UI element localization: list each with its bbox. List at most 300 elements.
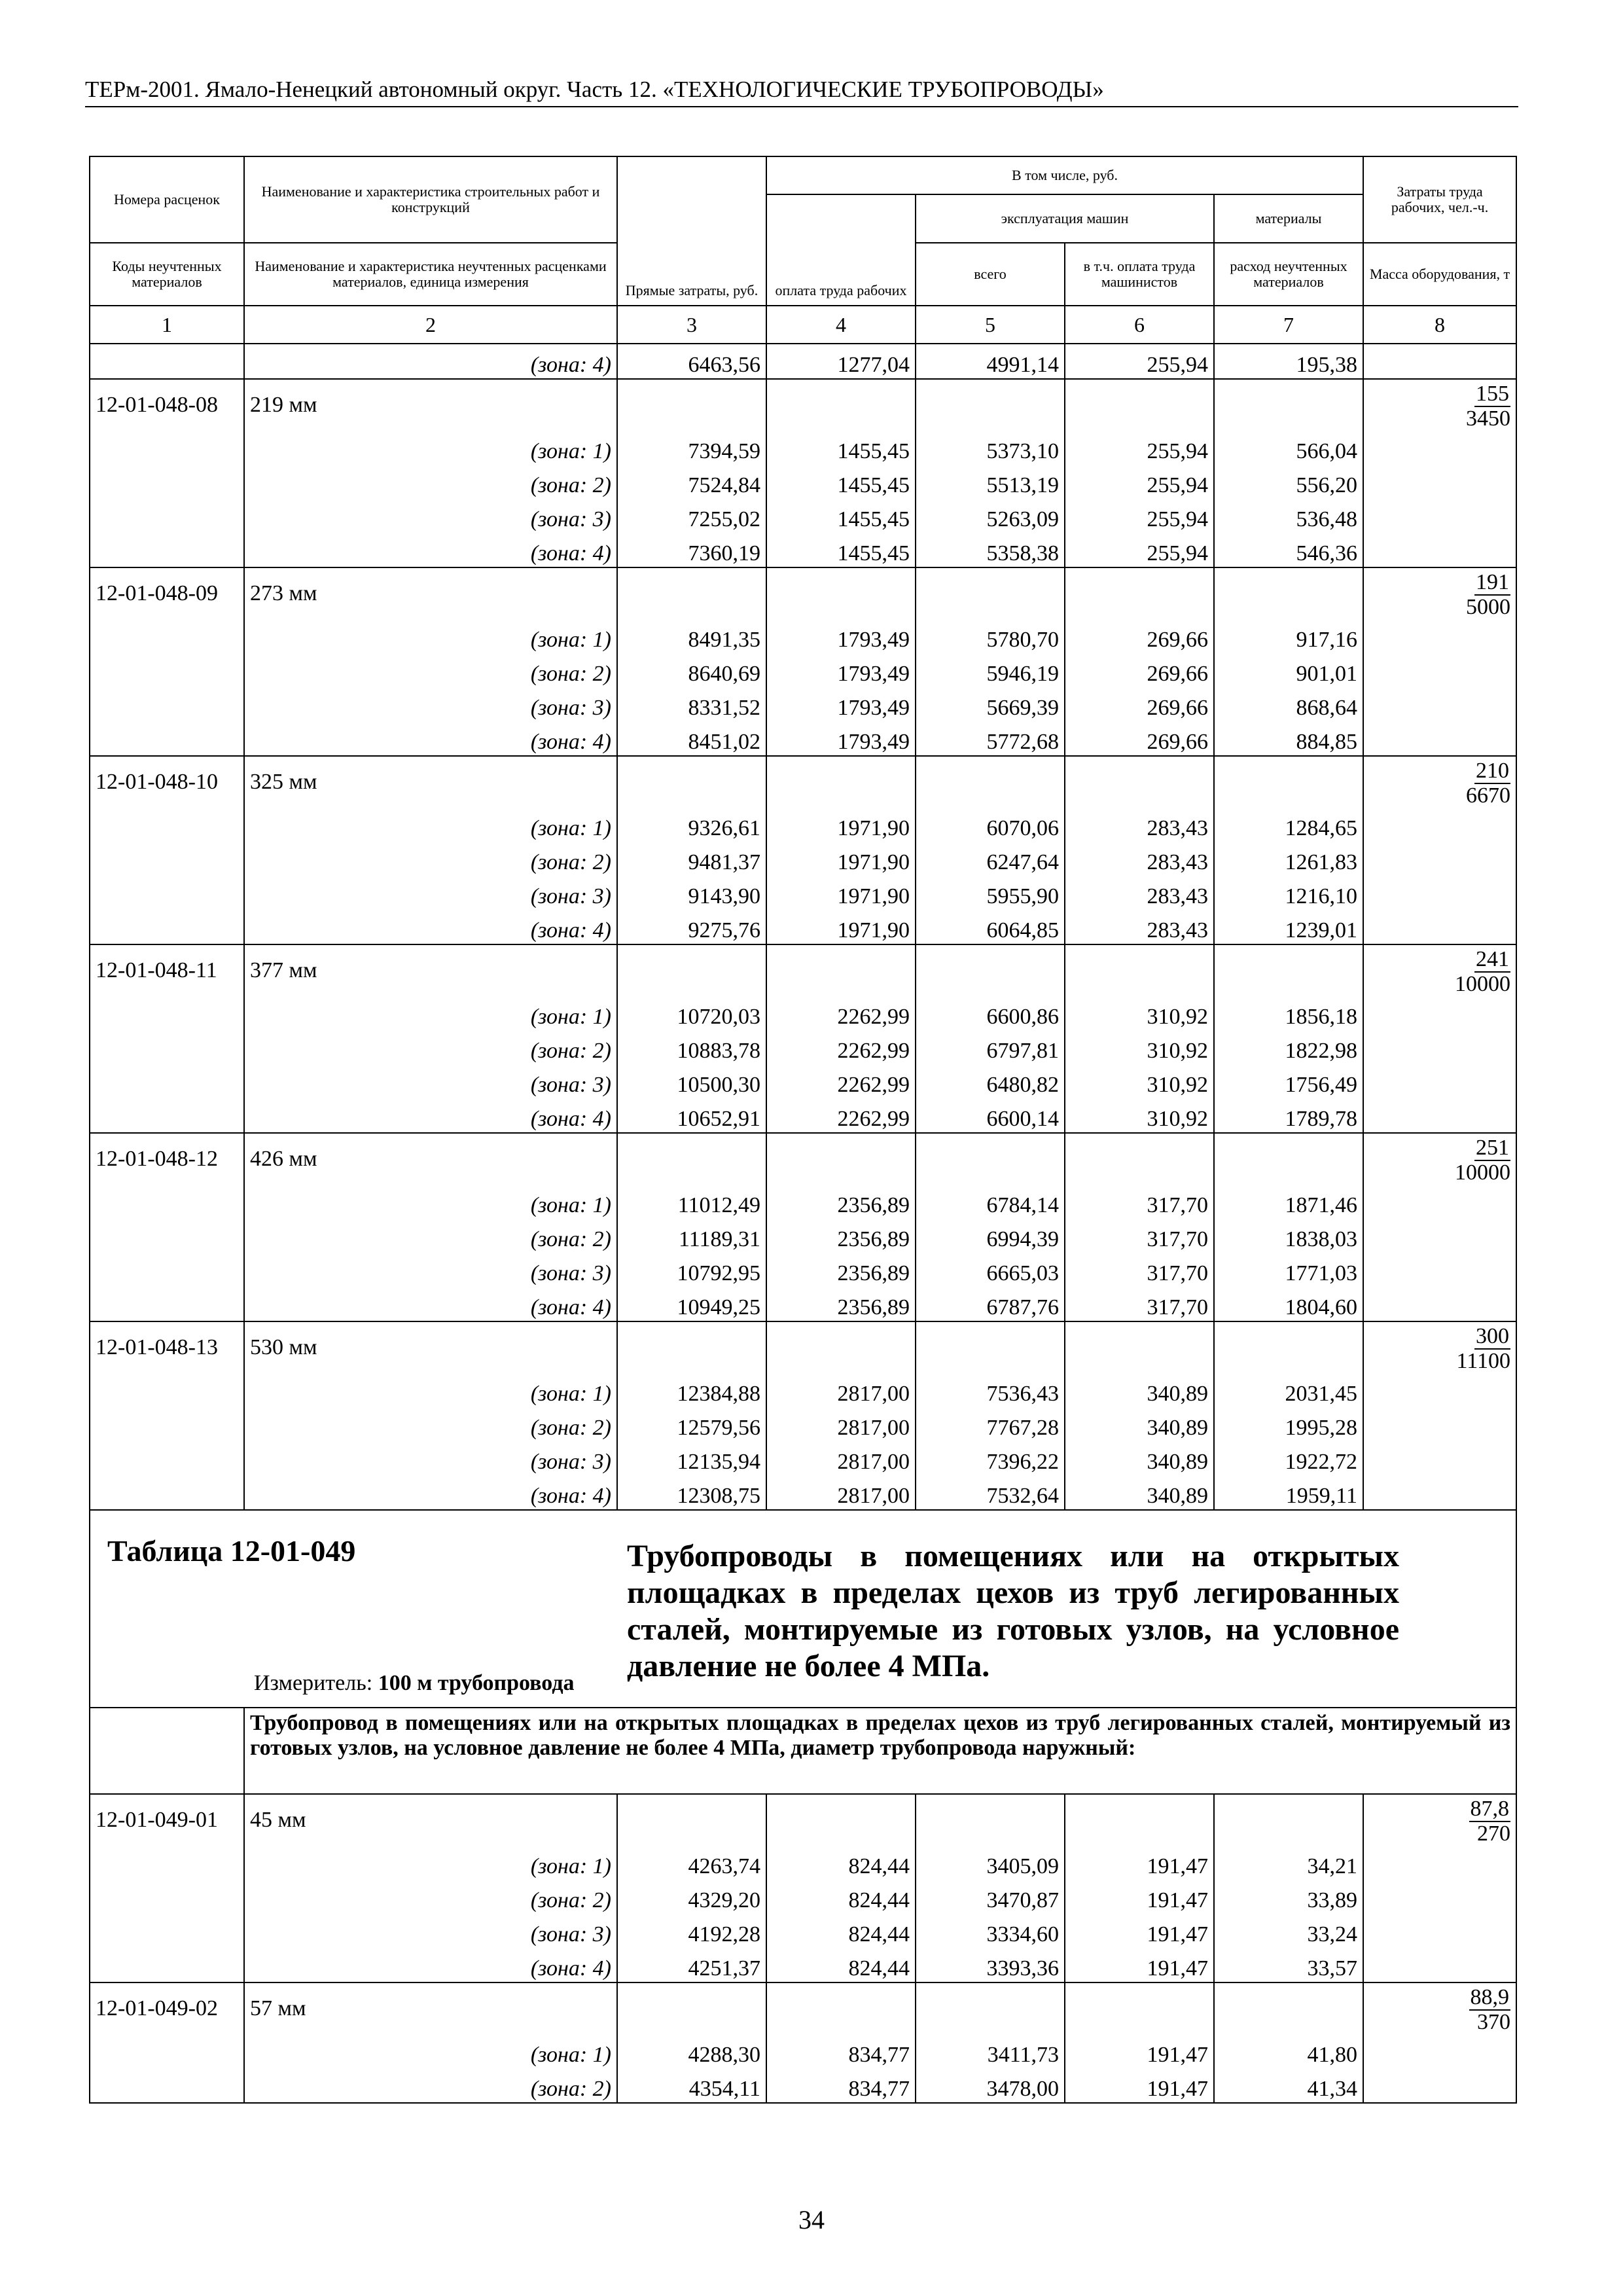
direct-costs-cell: 8491,35 — [617, 619, 766, 653]
machines-total-cell: 3393,36 — [916, 1948, 1065, 1982]
operator-wages-cell: 340,89 — [1065, 1441, 1214, 1475]
materials-cell: 2031,45 — [1214, 1373, 1363, 1407]
table-row — [90, 996, 1516, 1030]
rate-row — [90, 379, 1516, 431]
operator-wages-cell: 283,43 — [1065, 876, 1214, 910]
materials-cell: 33,57 — [1214, 1948, 1363, 1982]
labor-mass-cell — [1363, 379, 1516, 431]
wages-cell: 824,44 — [766, 1948, 916, 1982]
empty-cell — [1214, 1133, 1363, 1185]
empty-cell — [1363, 876, 1516, 910]
materials-cell: 1822,98 — [1214, 1030, 1363, 1064]
empty-cell — [90, 431, 244, 465]
operator-wages-cell: 255,94 — [1065, 465, 1214, 499]
machines-total-cell: 3478,00 — [916, 2068, 1065, 2103]
col-header-direct-costs: Прямые затраты, руб. — [617, 156, 766, 306]
operator-wages-cell: 191,47 — [1065, 1846, 1214, 1880]
table-row — [90, 910, 1516, 944]
rate-name: 219 мм — [244, 379, 617, 431]
machines-total-cell: 5263,09 — [916, 499, 1065, 533]
zone-label: (зона: 2) — [244, 842, 617, 876]
rate-code: 12-01-049-01 — [90, 1794, 244, 1846]
labor-value: 155 — [1476, 382, 1510, 406]
direct-costs-cell: 12135,94 — [617, 1441, 766, 1475]
empty-cell — [617, 1133, 766, 1185]
direct-costs-cell: 4263,74 — [617, 1846, 766, 1880]
zone-label: (зона: 1) — [244, 808, 617, 842]
machines-total-cell: 6070,06 — [916, 808, 1065, 842]
table-row — [90, 533, 1516, 567]
empty-cell — [1363, 1475, 1516, 1510]
table-row — [90, 344, 1516, 379]
rate-code: 12-01-048-10 — [90, 756, 244, 808]
empty-cell — [90, 2034, 244, 2068]
empty-cell — [90, 842, 244, 876]
col-header-material-codes: Коды неучтенных материалов — [90, 243, 244, 306]
zone-label: (зона: 2) — [244, 2068, 617, 2103]
empty-cell — [1214, 1982, 1363, 2034]
table-row — [90, 1030, 1516, 1064]
table-row — [90, 1846, 1516, 1880]
direct-costs-cell: 7524,84 — [617, 465, 766, 499]
empty-cell — [90, 1253, 244, 1287]
empty-cell — [1363, 499, 1516, 533]
labor-mass-cell — [1363, 567, 1516, 619]
wages-cell: 824,44 — [766, 1880, 916, 1914]
table-row — [90, 1064, 1516, 1098]
direct-costs-cell: 12384,88 — [617, 1373, 766, 1407]
machines-total-cell: 5358,38 — [916, 533, 1065, 567]
machines-total-cell: 5772,68 — [916, 721, 1065, 756]
direct-costs-cell: 8451,02 — [617, 721, 766, 756]
empty-cell — [916, 567, 1065, 619]
direct-costs-cell: 9326,61 — [617, 808, 766, 842]
direct-costs-cell: 11012,49 — [617, 1185, 766, 1219]
rate-name: 45 мм — [244, 1794, 617, 1846]
zone-label: (зона: 1) — [244, 996, 617, 1030]
zone-label: (зона: 1) — [244, 431, 617, 465]
machines-total-cell: 6064,85 — [916, 910, 1065, 944]
wages-cell: 1793,49 — [766, 721, 916, 756]
wages-cell: 834,77 — [766, 2068, 916, 2103]
zone-label: (зона: 4) — [244, 1948, 617, 1982]
wages-cell: 1971,90 — [766, 808, 916, 842]
machines-total-cell: 7532,64 — [916, 1475, 1065, 1510]
col-number: 8 — [1363, 306, 1516, 344]
wages-cell: 2262,99 — [766, 1064, 916, 1098]
direct-costs-cell: 7255,02 — [617, 499, 766, 533]
col-number: 5 — [916, 306, 1065, 344]
empty-cell — [617, 567, 766, 619]
zone-label: (зона: 2) — [244, 1407, 617, 1441]
materials-cell: 1959,11 — [1214, 1475, 1363, 1510]
materials-cell: 34,21 — [1214, 1846, 1363, 1880]
table-row — [90, 465, 1516, 499]
mass-value: 10000 — [1455, 1160, 1511, 1185]
rate-code: 12-01-048-09 — [90, 567, 244, 619]
col-header-name: Наименование и характеристика строительных работ и конструкций — [244, 156, 617, 243]
machines-total-cell: 6665,03 — [916, 1253, 1065, 1287]
direct-costs-cell: 4288,30 — [617, 2034, 766, 2068]
table-title: Трубопроводы в помещениях или на открытых площадках в пределах цехов из труб легированных сталей, монтируемые из готовых узлов, на условное давление не более 4 МПа. — [627, 1539, 1399, 1683]
empty-cell — [90, 533, 244, 567]
wages-cell: 1793,49 — [766, 619, 916, 653]
empty-cell — [1363, 619, 1516, 653]
empty-cell — [1363, 344, 1516, 379]
table-heading — [90, 1510, 1516, 1708]
measure-unit — [254, 1670, 575, 1696]
labor-value: 191 — [1476, 570, 1510, 594]
rate-row — [90, 1982, 1516, 2034]
zone-label: (зона: 2) — [244, 1219, 617, 1253]
empty-cell — [916, 944, 1065, 996]
empty-cell — [1363, 431, 1516, 465]
empty-cell — [1214, 944, 1363, 996]
table-row — [90, 1373, 1516, 1407]
table-row — [90, 619, 1516, 653]
operator-wages-cell: 269,66 — [1065, 653, 1214, 687]
rate-row — [90, 1794, 1516, 1846]
col-header-unaccounted-materials: расход неучтенных материалов — [1214, 243, 1363, 306]
zone-label: (зона: 2) — [244, 1880, 617, 1914]
materials-cell: 1856,18 — [1214, 996, 1363, 1030]
direct-costs-cell: 9143,90 — [617, 876, 766, 910]
empty-cell — [90, 1708, 244, 1794]
rate-row — [90, 567, 1516, 619]
empty-cell — [1065, 756, 1214, 808]
direct-costs-cell: 10720,03 — [617, 996, 766, 1030]
materials-cell: 536,48 — [1214, 499, 1363, 533]
machines-total-cell: 6480,82 — [916, 1064, 1065, 1098]
labor-value: 210 — [1476, 759, 1510, 783]
rate-code: 12-01-048-13 — [90, 1321, 244, 1373]
empty-cell — [916, 1982, 1065, 2034]
labor-value: 241 — [1476, 947, 1510, 971]
wages-cell: 1455,45 — [766, 499, 916, 533]
empty-cell — [90, 1407, 244, 1441]
col-header-wages: оплата труда рабочих — [766, 194, 916, 306]
wages-cell: 824,44 — [766, 1846, 916, 1880]
rate-code: 12-01-048-12 — [90, 1133, 244, 1185]
empty-cell — [617, 1794, 766, 1846]
wages-cell: 2262,99 — [766, 1030, 916, 1064]
operator-wages-cell: 191,47 — [1065, 2068, 1214, 2103]
zone-label: (зона: 3) — [244, 1914, 617, 1948]
direct-costs-cell: 11189,31 — [617, 1219, 766, 1253]
direct-costs-cell: 7394,59 — [617, 431, 766, 465]
materials-cell: 1284,65 — [1214, 808, 1363, 842]
operator-wages-cell: 255,94 — [1065, 344, 1214, 379]
table-row — [90, 1914, 1516, 1948]
col-header-material-name: Наименование и характеристика неучтенных расценками материалов, единица измерения — [244, 243, 617, 306]
materials-cell: 195,38 — [1214, 344, 1363, 379]
machines-total-cell: 5955,90 — [916, 876, 1065, 910]
col-number: 3 — [617, 306, 766, 344]
zone-label: (зона: 4) — [244, 1475, 617, 1510]
wages-cell: 1793,49 — [766, 653, 916, 687]
operator-wages-cell: 269,66 — [1065, 687, 1214, 721]
empty-cell — [90, 465, 244, 499]
wages-cell: 824,44 — [766, 1914, 916, 1948]
empty-cell — [1065, 944, 1214, 996]
wages-cell: 834,77 — [766, 2034, 916, 2068]
zone-label: (зона: 2) — [244, 465, 617, 499]
machines-total-cell: 3405,09 — [916, 1846, 1065, 1880]
zone-label: (зона: 2) — [244, 1030, 617, 1064]
empty-cell — [1363, 1185, 1516, 1219]
materials-cell: 33,89 — [1214, 1880, 1363, 1914]
machines-total-cell: 3334,60 — [916, 1914, 1065, 1948]
direct-costs-cell: 4354,11 — [617, 2068, 766, 2103]
operator-wages-cell: 340,89 — [1065, 1407, 1214, 1441]
wages-cell: 1455,45 — [766, 465, 916, 499]
empty-cell — [90, 1475, 244, 1510]
wages-cell: 2356,89 — [766, 1185, 916, 1219]
operator-wages-cell: 191,47 — [1065, 1914, 1214, 1948]
empty-cell — [1363, 2068, 1516, 2103]
labor-value: 88,9 — [1470, 1985, 1510, 2009]
zone-label: (зона: 4) — [244, 721, 617, 756]
empty-cell — [90, 876, 244, 910]
labor-mass-cell — [1363, 1133, 1516, 1185]
wages-cell: 2817,00 — [766, 1407, 916, 1441]
machines-total-cell: 5373,10 — [916, 431, 1065, 465]
zone-label: (зона: 3) — [244, 1441, 617, 1475]
empty-cell — [617, 756, 766, 808]
materials-cell: 546,36 — [1214, 533, 1363, 567]
empty-cell — [766, 756, 916, 808]
empty-cell — [766, 1321, 916, 1373]
direct-costs-cell: 12308,75 — [617, 1475, 766, 1510]
operator-wages-cell: 191,47 — [1065, 1880, 1214, 1914]
table-heading-block — [90, 1511, 1516, 1707]
operator-wages-cell: 310,92 — [1065, 1098, 1214, 1133]
empty-cell — [1363, 721, 1516, 756]
empty-cell — [1214, 567, 1363, 619]
operator-wages-cell: 255,94 — [1065, 533, 1214, 567]
empty-cell — [1363, 808, 1516, 842]
empty-cell — [90, 1846, 244, 1880]
empty-cell — [90, 808, 244, 842]
direct-costs-cell: 10792,95 — [617, 1253, 766, 1287]
machines-total-cell: 6600,14 — [916, 1098, 1065, 1133]
section-description: Трубопровод в помещениях или на открытых площадках в пределах цехов из труб легированных сталей, монтируемый из готовых узлов, на условное давление не более 4 МПа, диаметр трубопровода наружный: — [250, 1711, 1511, 1760]
zone-label: (зона: 1) — [244, 1846, 617, 1880]
wages-cell: 1971,90 — [766, 910, 916, 944]
empty-cell — [1214, 1794, 1363, 1846]
section-row — [90, 1708, 1516, 1794]
table-row — [90, 1475, 1516, 1510]
wages-cell: 2356,89 — [766, 1287, 916, 1321]
direct-costs-cell: 10500,30 — [617, 1064, 766, 1098]
empty-cell — [90, 996, 244, 1030]
direct-costs-cell: 6463,56 — [617, 344, 766, 379]
empty-cell — [90, 619, 244, 653]
wages-cell: 1455,45 — [766, 533, 916, 567]
empty-cell — [1214, 756, 1363, 808]
table-row — [90, 653, 1516, 687]
empty-cell — [90, 1064, 244, 1098]
rate-code: 12-01-048-11 — [90, 944, 244, 996]
empty-cell — [1214, 1321, 1363, 1373]
empty-cell — [1363, 1030, 1516, 1064]
direct-costs-cell: 10949,25 — [617, 1287, 766, 1321]
operator-wages-cell: 317,70 — [1065, 1287, 1214, 1321]
empty-cell — [1363, 653, 1516, 687]
empty-cell — [90, 653, 244, 687]
rate-row — [90, 756, 1516, 808]
empty-cell — [90, 721, 244, 756]
materials-cell: 566,04 — [1214, 431, 1363, 465]
empty-cell — [90, 1185, 244, 1219]
empty-cell — [916, 379, 1065, 431]
machines-total-cell: 7767,28 — [916, 1407, 1065, 1441]
empty-cell — [617, 1982, 766, 2034]
col-header-materials: материалы — [1214, 194, 1363, 243]
direct-costs-cell: 8640,69 — [617, 653, 766, 687]
rate-row — [90, 944, 1516, 996]
rate-row — [90, 1321, 1516, 1373]
table-row — [90, 1253, 1516, 1287]
col-header-mass: Масса оборудования, т — [1363, 243, 1516, 306]
machines-total-cell: 5513,19 — [916, 465, 1065, 499]
materials-cell: 868,64 — [1214, 687, 1363, 721]
section-cell — [244, 1708, 1516, 1794]
zone-label: (зона: 1) — [244, 619, 617, 653]
labor-value: 251 — [1476, 1136, 1510, 1160]
operator-wages-cell: 310,92 — [1065, 1030, 1214, 1064]
empty-cell — [916, 1794, 1065, 1846]
empty-cell — [617, 944, 766, 996]
zone-label: (зона: 4) — [244, 344, 617, 379]
wages-cell: 2262,99 — [766, 996, 916, 1030]
labor-mass-cell — [1363, 1794, 1516, 1846]
empty-cell — [90, 1948, 244, 1982]
table-row — [90, 2068, 1516, 2103]
empty-cell — [1363, 1373, 1516, 1407]
zone-label: (зона: 1) — [244, 1373, 617, 1407]
col-header-machines-total: всего — [916, 243, 1065, 306]
operator-wages-cell: 340,89 — [1065, 1475, 1214, 1510]
direct-costs-cell: 4192,28 — [617, 1914, 766, 1948]
machines-total-cell: 7536,43 — [916, 1373, 1065, 1407]
machines-total-cell: 6784,14 — [916, 1185, 1065, 1219]
table-number: Таблица 12-01-049 — [107, 1534, 356, 1568]
table-row — [90, 876, 1516, 910]
zone-label: (зона: 4) — [244, 910, 617, 944]
empty-cell — [766, 944, 916, 996]
wages-cell: 1971,90 — [766, 876, 916, 910]
zone-label: (зона: 3) — [244, 876, 617, 910]
rate-code: 12-01-048-08 — [90, 379, 244, 431]
empty-cell — [90, 687, 244, 721]
table-row — [90, 431, 1516, 465]
col-header-labor: Затраты труда рабочих, чел.-ч. — [1363, 156, 1516, 243]
labor-mass-cell — [1363, 1321, 1516, 1373]
table-row — [90, 499, 1516, 533]
empty-cell — [1363, 1287, 1516, 1321]
empty-cell — [1363, 1880, 1516, 1914]
machines-total-cell: 5946,19 — [916, 653, 1065, 687]
empty-cell — [1363, 2034, 1516, 2068]
materials-cell: 1261,83 — [1214, 842, 1363, 876]
col-number: 2 — [244, 306, 617, 344]
machines-total-cell: 3470,87 — [916, 1880, 1065, 1914]
materials-cell: 1239,01 — [1214, 910, 1363, 944]
operator-wages-cell: 191,47 — [1065, 1948, 1214, 1982]
empty-cell — [1065, 379, 1214, 431]
materials-cell: 1771,03 — [1214, 1253, 1363, 1287]
col-header-operator-wages: в т.ч. оплата труда машинистов — [1065, 243, 1214, 306]
table-row — [90, 687, 1516, 721]
labor-mass-cell — [1363, 756, 1516, 808]
rate-name: 530 мм — [244, 1321, 617, 1373]
materials-cell: 1838,03 — [1214, 1219, 1363, 1253]
empty-cell — [90, 1219, 244, 1253]
materials-cell: 1995,28 — [1214, 1407, 1363, 1441]
operator-wages-cell: 340,89 — [1065, 1373, 1214, 1407]
machines-total-cell: 6797,81 — [916, 1030, 1065, 1064]
operator-wages-cell: 317,70 — [1065, 1219, 1214, 1253]
measure-value: 100 м трубопровода — [378, 1671, 575, 1695]
labor-value: 87,8 — [1470, 1797, 1510, 1821]
empty-cell — [766, 1133, 916, 1185]
empty-cell — [90, 1373, 244, 1407]
operator-wages-cell: 269,66 — [1065, 721, 1214, 756]
zone-label: (зона: 1) — [244, 1185, 617, 1219]
empty-cell — [90, 1914, 244, 1948]
empty-cell — [1363, 687, 1516, 721]
empty-cell — [90, 1441, 244, 1475]
empty-cell — [1363, 842, 1516, 876]
col-number: 7 — [1214, 306, 1363, 344]
table-row — [90, 1185, 1516, 1219]
table-row — [90, 721, 1516, 756]
empty-cell — [1065, 1321, 1214, 1373]
col-number: 6 — [1065, 306, 1214, 344]
table-row — [90, 1441, 1516, 1475]
rate-name: 57 мм — [244, 1982, 617, 2034]
table-row — [90, 1407, 1516, 1441]
machines-total-cell: 6600,86 — [916, 996, 1065, 1030]
zone-label: (зона: 3) — [244, 1064, 617, 1098]
col-header-machines: эксплуатация машин — [916, 194, 1214, 243]
operator-wages-cell: 255,94 — [1065, 499, 1214, 533]
wages-cell: 2817,00 — [766, 1441, 916, 1475]
wages-cell: 1793,49 — [766, 687, 916, 721]
empty-cell — [90, 1880, 244, 1914]
direct-costs-cell: 9275,76 — [617, 910, 766, 944]
labor-mass-cell — [1363, 944, 1516, 996]
zone-label: (зона: 2) — [244, 653, 617, 687]
wages-cell: 1971,90 — [766, 842, 916, 876]
empty-cell — [766, 1794, 916, 1846]
empty-cell — [1065, 567, 1214, 619]
empty-cell — [1065, 1133, 1214, 1185]
table-row — [90, 1287, 1516, 1321]
zone-label: (зона: 1) — [244, 2034, 617, 2068]
machines-total-cell: 4991,14 — [916, 344, 1065, 379]
operator-wages-cell: 283,43 — [1065, 808, 1214, 842]
materials-cell: 1789,78 — [1214, 1098, 1363, 1133]
page-number: 34 — [798, 2205, 825, 2234]
materials-cell: 1871,46 — [1214, 1185, 1363, 1219]
empty-cell — [90, 1098, 244, 1133]
zone-label: (зона: 3) — [244, 687, 617, 721]
empty-cell — [766, 567, 916, 619]
wages-cell: 1277,04 — [766, 344, 916, 379]
direct-costs-cell: 10883,78 — [617, 1030, 766, 1064]
